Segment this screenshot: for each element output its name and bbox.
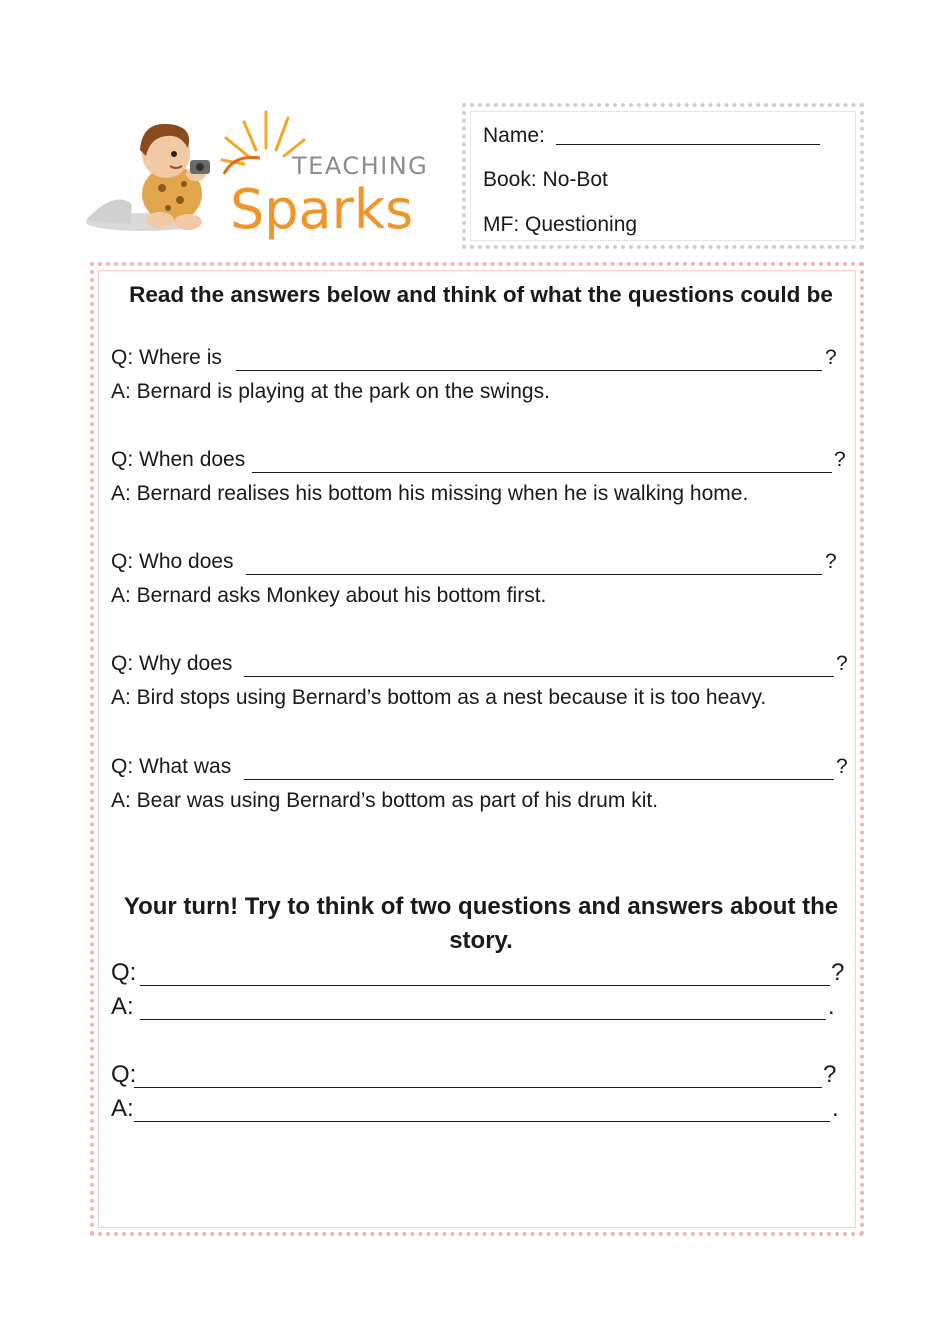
question-mark: ?: [823, 1061, 837, 1088]
your-question-blank-line[interactable]: [134, 1087, 822, 1088]
question-blank-line[interactable]: [244, 676, 834, 677]
your-question-label: Q:: [111, 1061, 137, 1088]
question-label: Q: Who does: [111, 550, 234, 573]
answer-text: A: Bear was using Bernard’s bottom as part of his drum kit.: [111, 789, 659, 812]
full-stop: .: [828, 993, 835, 1020]
question-blank-line[interactable]: [246, 574, 822, 575]
question-label: Q: Where is: [111, 346, 222, 369]
your-question-blank-line[interactable]: [140, 985, 830, 986]
questions-panel: [90, 262, 864, 1236]
teaching-sparks-logo: [84, 104, 436, 244]
your-answer-label: A:: [111, 993, 134, 1020]
student-info-box: [462, 103, 864, 249]
question-label: Q: What was: [111, 755, 232, 778]
question-mark: ?: [836, 755, 848, 778]
question-label: Q: When does: [111, 448, 246, 471]
your-answer-label: A:: [111, 1095, 134, 1122]
question-mark: ?: [825, 346, 837, 369]
logo-sparks-text: Sparks: [230, 178, 414, 241]
question-blank-line[interactable]: [244, 779, 834, 780]
question-blank-line[interactable]: [236, 370, 822, 371]
section1-heading: Read the answers below and think of what the questions could be: [129, 282, 833, 307]
full-stop: .: [832, 1095, 839, 1122]
question-blank-line[interactable]: [252, 472, 832, 473]
name-field-row: [483, 124, 545, 148]
your-question-label: Q:: [111, 959, 137, 986]
question-mark: ?: [834, 448, 846, 471]
book-label: Book: No-Bot: [483, 168, 608, 191]
your-answer-blank-line[interactable]: [140, 1019, 826, 1020]
question-mark: ?: [831, 959, 845, 986]
answer-text: A: Bernard realises his bottom his missing when he is walking home.: [111, 482, 749, 505]
logo-teaching-text: TEACHING: [292, 152, 429, 180]
answer-text: A: Bernard is playing at the park on the swings.: [111, 380, 550, 403]
question-mark: ?: [836, 652, 848, 675]
name-label: Name:: [483, 124, 545, 147]
section2-heading: Your turn! Try to think of two questions and answers about the story.: [123, 893, 839, 954]
question-label: Q: Why does: [111, 652, 233, 675]
name-blank-line[interactable]: [556, 144, 820, 145]
caveman-mascot-icon: [84, 104, 436, 244]
answer-text: A: Bird stops using Bernard’s bottom as a nest because it is too heavy.: [111, 686, 767, 709]
focus-label: MF: Questioning: [483, 213, 638, 236]
question-mark: ?: [825, 550, 837, 573]
your-answer-blank-line[interactable]: [134, 1121, 830, 1122]
answer-text: A: Bernard asks Monkey about his bottom first.: [111, 584, 547, 607]
